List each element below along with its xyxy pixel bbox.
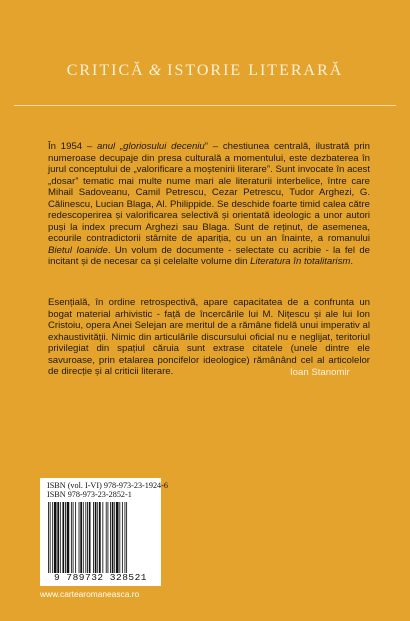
barcode-bar [95, 502, 97, 573]
series-title-ampersand: & [148, 62, 164, 79]
barcode-bar [122, 502, 123, 573]
barcode-bar [71, 502, 72, 573]
blurb-text: . [350, 256, 354, 268]
barcode-bar [125, 502, 126, 573]
barcode-bar [48, 502, 49, 573]
blurb-text: ” – chestiunea centrală, ilustrată prin numeroase decupaje din presa culturală a momentului, este dezbaterea în jurul conceptului de „valorificare a moștenirii literare”. Sunt invocate în acest „dosar” tematic mai multe nume mari ale literaturii interbelice, între care Mihail Sadoveanu, Camil Petrescu, Cezar Petrescu, Tudor Arghezi, G. Călinescu, Lucian Blaga, Al. Philippide. Se deschide foarte timid calea către redescoperirea și valorificarea selectivă și orientată ideologic a unor autori puși la index precum Arghezi sau Blaga. Sunt de reținut, de asemenea, ecourile contradictorii stârnite de apariția, cu un an înainte, a romanului [48, 141, 370, 245]
barcode-bar [102, 502, 103, 573]
blurb-paragraph-1 [48, 141, 370, 268]
barcode-bar [54, 502, 57, 573]
divider-line [14, 105, 396, 106]
barcode-bar [67, 502, 70, 573]
barcode-bar [62, 502, 64, 573]
blurb-text: În 1954 – [48, 141, 98, 152]
novel-title: Bietul Ioanide [48, 244, 108, 256]
barcode-bar [108, 502, 109, 573]
barcode-panel [40, 478, 168, 586]
publisher-website: www.cartearomaneasca.ro [40, 589, 140, 599]
barcode-bar [106, 502, 107, 573]
barcode-bar [89, 502, 91, 573]
barcode-bar [60, 502, 61, 573]
barcode-bars [45, 502, 156, 573]
barcode-bar [114, 502, 115, 573]
barcode-digits: 9 789732 328521 [53, 572, 147, 583]
barcode-bar [79, 502, 80, 573]
blurb-author-signature: Ioan Stanomir [290, 367, 350, 378]
barcode-bar [126, 502, 127, 573]
barcode-bar [50, 502, 51, 573]
blurb-text: . Un volum de documente - selectate cu acribie - la fel de incitant și de necesar ca și celelalte volume din [48, 244, 370, 268]
series-title [0, 62, 410, 80]
series-volume-title: Literatura în totalitarism [250, 256, 351, 268]
blurb-italic-phrase: anul „gloriosului deceniu [97, 141, 205, 152]
barcode-bar [87, 502, 88, 573]
series-title-part2: ISTORIE LITERARĂ [167, 62, 344, 79]
barcode-bar [97, 502, 98, 573]
barcode-bar [80, 502, 82, 573]
barcode-bar [73, 502, 74, 573]
isbn-label: ISBN 978-973-23-2852-1 [47, 490, 132, 499]
barcode-bar [99, 502, 101, 573]
series-title-part1: CRITICĂ [66, 62, 145, 79]
barcode-bar [65, 502, 66, 573]
barcode-bar [52, 502, 53, 573]
barcode-bar [119, 502, 120, 573]
barcode-bar [116, 502, 119, 573]
barcode-bar [112, 502, 114, 573]
blurb-text: Esențială, în ordine retrospectivă, apare capacitatea de a confrunta un bogat material arhivistic - față de încercările lui M. Nițescu și ale lui Ion Cristoiu, opera Anei Selejan are meritul de a rămâne fidelă unui imperativ al exhaustivității. Nimic din articulările discursului oficial nu e neglijat, teritoriul privilegiat din spațiul căruia sunt extrase citatele (unele dintre ele savuroase, prin etalarea poncifelor ideologice) rămânând cel al articolelor de direcție și al criticii literare. [48, 297, 370, 378]
barcode-bar [75, 502, 76, 573]
barcode-bar [85, 502, 86, 573]
barcode-bar [93, 502, 94, 573]
barcode-bar [83, 502, 84, 573]
blurb-paragraph-2 [48, 297, 370, 378]
barcode-bar [57, 502, 59, 573]
isbn-set-label: ISBN (vol. I-VI) 978-973-23-1924-6 [47, 481, 168, 490]
barcode-bar [110, 502, 111, 573]
